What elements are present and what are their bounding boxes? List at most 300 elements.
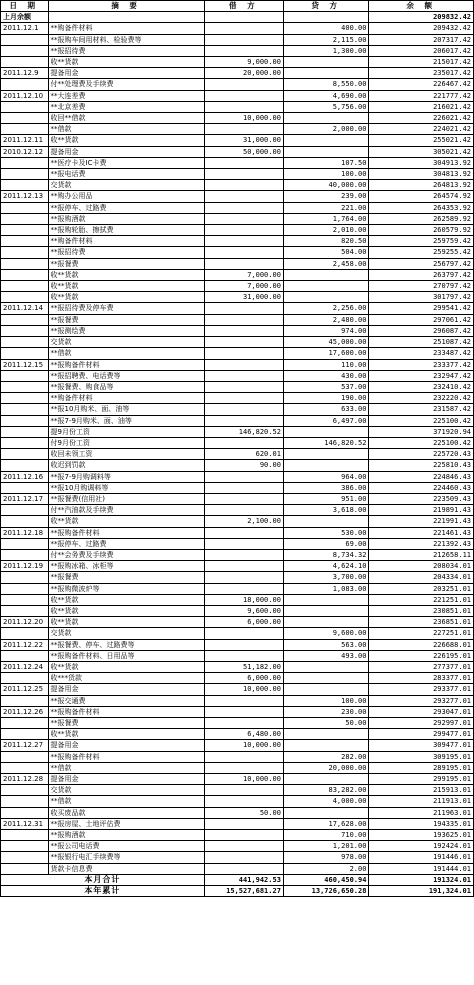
table-row — [1, 236, 474, 247]
cell-date — [1, 292, 49, 303]
cell-debit: 31,000.00 — [204, 135, 283, 146]
cell-balance: 221777.42 — [369, 90, 474, 101]
cell-credit — [283, 594, 369, 605]
cell-credit — [283, 460, 369, 471]
cell-date — [1, 437, 49, 448]
cell-debit — [204, 303, 283, 314]
table-row — [1, 247, 474, 258]
cell-credit — [283, 516, 369, 527]
cell-description: 交货款 — [48, 180, 204, 191]
cell-date: 2011.12.16 — [1, 471, 49, 482]
cell-balance: 289195.01 — [369, 762, 474, 773]
cell-debit — [204, 482, 283, 493]
cell-debit: 146,820.52 — [204, 426, 283, 437]
cell-balance: 216021.42 — [369, 101, 474, 112]
cell-date — [1, 583, 49, 594]
cell-date — [1, 101, 49, 112]
cell-date — [1, 852, 49, 863]
cell-balance: 304813.92 — [369, 169, 474, 180]
cell-date — [1, 572, 49, 583]
cell-balance: 225720.43 — [369, 449, 474, 460]
cell-debit — [204, 191, 283, 202]
table-row — [1, 785, 474, 796]
cell-debit — [204, 830, 283, 841]
cell-description: **医疗卡及IC卡费 — [48, 157, 204, 168]
cell-date — [1, 337, 49, 348]
cell-balance: 232220.42 — [369, 393, 474, 404]
cell-description: 交货款 — [48, 628, 204, 639]
cell-date — [1, 57, 49, 68]
cell-description: **报银行电汇手续费等 — [48, 852, 204, 863]
cell-date — [1, 348, 49, 359]
cell-date — [1, 841, 49, 852]
cell-date: 2011.12.11 — [1, 135, 49, 146]
table-row — [1, 650, 474, 661]
cell-debit — [204, 818, 283, 829]
cell-debit — [204, 751, 283, 762]
cell-balance: 304913.92 — [369, 157, 474, 168]
cell-balance: 211913.01 — [369, 796, 474, 807]
cell-credit — [283, 684, 369, 695]
table-row — [1, 661, 474, 672]
cell-balance: 371920.94 — [369, 426, 474, 437]
table-row — [1, 68, 474, 79]
cell-balance: 227251.01 — [369, 628, 474, 639]
table-row — [1, 863, 474, 874]
table-row — [1, 505, 474, 516]
cell-description: 收回未领工资 — [48, 449, 204, 460]
cell-description: **报餐费(信用社) — [48, 493, 204, 504]
cell-date: 2011.12.9 — [1, 68, 49, 79]
table-row — [1, 34, 474, 45]
cell-credit: 3,618.00 — [283, 505, 369, 516]
cell-debit — [204, 695, 283, 706]
cell-debit — [204, 79, 283, 90]
cell-credit: 50.00 — [283, 718, 369, 729]
cell-balance: 255021.42 — [369, 135, 474, 146]
cell-credit: 4,000.00 — [283, 796, 369, 807]
cell-description: **报7-9月购调料等 — [48, 471, 204, 482]
cell-balance: 296087.42 — [369, 325, 474, 336]
table-row — [1, 169, 474, 180]
cell-description: **购备件材料 — [48, 393, 204, 404]
cell-debit — [204, 213, 283, 224]
cell-debit — [204, 404, 283, 415]
cell-credit — [283, 135, 369, 146]
table-row — [1, 561, 474, 572]
cell-description: **借款 — [48, 796, 204, 807]
totals-label: 本月合计 — [1, 874, 205, 885]
cell-credit: 2,256.00 — [283, 303, 369, 314]
cell-balance: 224460.43 — [369, 482, 474, 493]
cell-description: 收**货款 — [48, 57, 204, 68]
cell-credit: 430.00 — [283, 370, 369, 381]
cell-description: 收**货款 — [48, 516, 204, 527]
cell-description: 收***货款 — [48, 673, 204, 684]
cell-date: 2011.12.28 — [1, 774, 49, 785]
table-row — [1, 124, 474, 135]
table-row — [1, 269, 474, 280]
cell-balance: 293377.01 — [369, 684, 474, 695]
cell-description: **报招待费 — [48, 247, 204, 258]
cell-credit: 820.50 — [283, 236, 369, 247]
cell-debit — [204, 45, 283, 56]
cell-description: **报购冰箱、冰柜等 — [48, 561, 204, 572]
cell-date — [1, 751, 49, 762]
cell-credit: 633.00 — [283, 404, 369, 415]
cell-debit — [204, 393, 283, 404]
cell-date — [1, 404, 49, 415]
table-row — [1, 202, 474, 213]
cell-debit — [204, 841, 283, 852]
table-row — [1, 807, 474, 818]
cell-balance: 235017.42 — [369, 68, 474, 79]
header-credit: 贷 方 — [283, 1, 369, 12]
cell-credit: 400.00 — [283, 23, 369, 34]
cell-debit — [204, 225, 283, 236]
cell-credit: 530.00 — [283, 527, 369, 538]
cell-date — [1, 863, 49, 874]
cell-debit: 10,000.00 — [204, 684, 283, 695]
cell-credit: 951.00 — [283, 493, 369, 504]
previous-balance-debit — [204, 12, 283, 23]
cell-balance: 226021.42 — [369, 113, 474, 124]
cell-credit: 2,458.00 — [283, 258, 369, 269]
cell-date — [1, 202, 49, 213]
cell-date — [1, 157, 49, 168]
cell-balance: 209432.42 — [369, 23, 474, 34]
cell-balance: 256797.42 — [369, 258, 474, 269]
cell-credit: 2,480.00 — [283, 314, 369, 325]
cell-credit — [283, 146, 369, 157]
cell-credit: 110.00 — [283, 359, 369, 370]
cell-credit: 20,000.00 — [283, 762, 369, 773]
table-row — [1, 292, 474, 303]
cell-debit: 6,480.00 — [204, 729, 283, 740]
totals-balance: 191,324.01 — [369, 886, 474, 897]
cell-description: 提备用金 — [48, 684, 204, 695]
cell-credit: 4,690.00 — [283, 90, 369, 101]
cell-description: **购办公用品 — [48, 191, 204, 202]
cell-date — [1, 79, 49, 90]
cell-description: **借款 — [48, 124, 204, 135]
cell-credit: 1,201.00 — [283, 841, 369, 852]
ledger-body — [1, 12, 474, 875]
cell-date: 2011.12.19 — [1, 561, 49, 572]
cell-debit — [204, 852, 283, 863]
cell-credit: 1,083.00 — [283, 583, 369, 594]
cell-date — [1, 180, 49, 191]
table-row — [1, 57, 474, 68]
table-row — [1, 213, 474, 224]
cell-balance: 270797.42 — [369, 281, 474, 292]
table-row — [1, 180, 474, 191]
table-row — [1, 695, 474, 706]
cell-debit: 2,100.00 — [204, 516, 283, 527]
cell-debit — [204, 437, 283, 448]
table-row — [1, 605, 474, 616]
table-row — [1, 471, 474, 482]
cell-description: **报购轮胎、擦拭费 — [48, 225, 204, 236]
previous-balance-credit — [283, 12, 369, 23]
cell-balance: 292997.01 — [369, 718, 474, 729]
table-row — [1, 337, 474, 348]
cell-balance: 262589.92 — [369, 213, 474, 224]
cell-description: 收迟到罚款 — [48, 460, 204, 471]
cell-description: **大连差费 — [48, 90, 204, 101]
table-row — [1, 79, 474, 90]
cell-balance: 225810.43 — [369, 460, 474, 471]
cell-debit — [204, 415, 283, 426]
table-row — [1, 404, 474, 415]
cell-description: **报购备件材料 — [48, 359, 204, 370]
cell-date — [1, 169, 49, 180]
cell-date: 2011.12.14 — [1, 303, 49, 314]
cell-balance: 193625.01 — [369, 830, 474, 841]
cell-date: 2011.12.13 — [1, 191, 49, 202]
cell-description: **报招待费 — [48, 45, 204, 56]
cell-debit — [204, 359, 283, 370]
table-row — [1, 572, 474, 583]
cell-description: 收**货款 — [48, 617, 204, 628]
cell-balance: 191444.01 — [369, 863, 474, 874]
table-row — [1, 852, 474, 863]
cell-date — [1, 426, 49, 437]
cell-debit: 50.00 — [204, 807, 283, 818]
cell-credit — [283, 729, 369, 740]
cell-credit — [283, 673, 369, 684]
table-row — [1, 818, 474, 829]
cell-description: **报餐费 — [48, 314, 204, 325]
cell-balance: 226688.01 — [369, 639, 474, 650]
cell-balance: 206017.42 — [369, 45, 474, 56]
table-row — [1, 628, 474, 639]
table-row — [1, 639, 474, 650]
header-row — [1, 1, 474, 12]
cell-credit: 964.00 — [283, 471, 369, 482]
table-row — [1, 370, 474, 381]
cell-credit: 978.00 — [283, 852, 369, 863]
cell-date — [1, 605, 49, 616]
totals-credit: 13,726,650.28 — [283, 886, 369, 897]
cell-debit: 51,182.00 — [204, 661, 283, 672]
cell-description: 收买废品款 — [48, 807, 204, 818]
cell-debit — [204, 337, 283, 348]
cell-debit — [204, 325, 283, 336]
cell-balance: 299477.01 — [369, 729, 474, 740]
cell-description: 交货款 — [48, 785, 204, 796]
cell-debit — [204, 314, 283, 325]
cell-credit: 17,600.00 — [283, 348, 369, 359]
cell-debit — [204, 101, 283, 112]
cell-date — [1, 34, 49, 45]
previous-balance-label: 上月余额 — [1, 12, 49, 23]
cell-description: **报10月购米、面、油等 — [48, 404, 204, 415]
cell-credit: 107.50 — [283, 157, 369, 168]
cell-date — [1, 549, 49, 560]
cell-date: 2011.12.1 — [1, 23, 49, 34]
cell-date: 2010.12.12 — [1, 146, 49, 157]
table-row — [1, 493, 474, 504]
cell-date — [1, 695, 49, 706]
cell-date — [1, 729, 49, 740]
cell-description: **报购酒款 — [48, 830, 204, 841]
cell-balance: 225100.42 — [369, 437, 474, 448]
cell-debit: 10,000.00 — [204, 740, 283, 751]
cell-description: **报购微波炉等 — [48, 583, 204, 594]
cell-balance: 215017.42 — [369, 57, 474, 68]
table-row — [1, 583, 474, 594]
cell-description: 货款卡信息费 — [48, 863, 204, 874]
cell-debit: 6,000.00 — [204, 673, 283, 684]
table-row — [1, 751, 474, 762]
cell-description: **报交通费 — [48, 695, 204, 706]
table-row — [1, 45, 474, 56]
cell-credit: 100.00 — [283, 695, 369, 706]
cell-credit — [283, 292, 369, 303]
cell-credit: 2,115.00 — [283, 34, 369, 45]
table-row — [1, 538, 474, 549]
cell-balance: 215913.01 — [369, 785, 474, 796]
cell-debit — [204, 796, 283, 807]
totals-debit: 441,942.53 — [204, 874, 283, 885]
cell-balance: 264574.92 — [369, 191, 474, 202]
cell-date — [1, 830, 49, 841]
cell-debit: 31,000.00 — [204, 292, 283, 303]
cell-description: 收回**借款 — [48, 113, 204, 124]
cell-balance: 219891.43 — [369, 505, 474, 516]
cell-date — [1, 213, 49, 224]
cell-date — [1, 247, 49, 258]
table-row — [1, 381, 474, 392]
cell-balance: 212658.11 — [369, 549, 474, 560]
table-row — [1, 774, 474, 785]
table-row — [1, 841, 474, 852]
cell-description: **报招聘费、电话费等 — [48, 370, 204, 381]
cell-description: **借款 — [48, 348, 204, 359]
cell-description: **报购备件材料 — [48, 751, 204, 762]
cell-date — [1, 807, 49, 818]
table-row — [1, 90, 474, 101]
cell-debit — [204, 180, 283, 191]
cell-credit — [283, 774, 369, 785]
cell-credit — [283, 426, 369, 437]
cell-debit — [204, 471, 283, 482]
cell-credit — [283, 605, 369, 616]
cell-balance: 221392.43 — [369, 538, 474, 549]
table-row — [1, 594, 474, 605]
cell-credit: 230.00 — [283, 706, 369, 717]
cell-date: 2011.12.10 — [1, 90, 49, 101]
cell-credit: 563.00 — [283, 639, 369, 650]
cell-balance: 226195.01 — [369, 650, 474, 661]
cell-date — [1, 124, 49, 135]
cell-balance: 309195.01 — [369, 751, 474, 762]
table-row — [1, 281, 474, 292]
totals-balance: 191324.01 — [369, 874, 474, 885]
cell-credit: 3,700.00 — [283, 572, 369, 583]
cell-debit: 90.00 — [204, 460, 283, 471]
totals-label: 本年累计 — [1, 886, 205, 897]
cell-balance: 305021.42 — [369, 146, 474, 157]
cell-date — [1, 594, 49, 605]
cell-credit: 69.00 — [283, 538, 369, 549]
cell-date — [1, 393, 49, 404]
cell-credit: 493.00 — [283, 650, 369, 661]
table-row — [1, 348, 474, 359]
cell-balance: 230851.01 — [369, 605, 474, 616]
cell-credit: 45,000.00 — [283, 337, 369, 348]
header-date: 日 期 — [1, 1, 49, 12]
table-row — [1, 460, 474, 471]
cell-date — [1, 762, 49, 773]
cell-credit: 2.00 — [283, 863, 369, 874]
cell-description: **报购备件材料 — [48, 706, 204, 717]
cell-balance: 204334.01 — [369, 572, 474, 583]
cell-credit: 190.00 — [283, 393, 369, 404]
table-row — [1, 527, 474, 538]
cell-balance: 259255.42 — [369, 247, 474, 258]
cell-date — [1, 673, 49, 684]
totals-body — [1, 874, 474, 896]
cell-debit — [204, 785, 283, 796]
cell-balance: 263797.42 — [369, 269, 474, 280]
table-row — [1, 225, 474, 236]
cell-debit — [204, 90, 283, 101]
cell-date: 2011.12.20 — [1, 617, 49, 628]
cell-date — [1, 628, 49, 639]
cell-description: **报购酒款 — [48, 213, 204, 224]
cell-credit: 221.00 — [283, 202, 369, 213]
table-row — [1, 796, 474, 807]
cell-debit — [204, 561, 283, 572]
cell-balance: 301797.42 — [369, 292, 474, 303]
cell-description: 收**货款 — [48, 594, 204, 605]
cell-debit — [204, 572, 283, 583]
table-row — [1, 718, 474, 729]
cell-balance: 236851.01 — [369, 617, 474, 628]
cell-date — [1, 281, 49, 292]
cell-date: 2011.12.15 — [1, 359, 49, 370]
cell-debit — [204, 247, 283, 258]
cell-description: 提备用金 — [48, 740, 204, 751]
cell-credit — [283, 113, 369, 124]
cell-debit — [204, 628, 283, 639]
cell-date: 2011.12.25 — [1, 684, 49, 695]
cell-description: **报招待费及停车费 — [48, 303, 204, 314]
cell-debit — [204, 718, 283, 729]
cell-balance: 221461.43 — [369, 527, 474, 538]
cell-debit — [204, 381, 283, 392]
cell-debit — [204, 34, 283, 45]
cell-date — [1, 325, 49, 336]
cell-date — [1, 785, 49, 796]
cell-balance: 211963.01 — [369, 807, 474, 818]
cell-credit — [283, 281, 369, 292]
cell-balance: 297061.42 — [369, 314, 474, 325]
cell-date — [1, 796, 49, 807]
previous-balance-value: 209832.42 — [369, 12, 474, 23]
cell-date: 2011.12.22 — [1, 639, 49, 650]
cell-credit: 504.00 — [283, 247, 369, 258]
cell-description: **报7-9月购米、面、油等 — [48, 415, 204, 426]
cell-debit — [204, 639, 283, 650]
cell-credit: 5,756.00 — [283, 101, 369, 112]
cell-balance: 203251.01 — [369, 583, 474, 594]
cell-balance: 259759.42 — [369, 236, 474, 247]
table-row — [1, 359, 474, 370]
cell-description: 付9月份工资 — [48, 437, 204, 448]
